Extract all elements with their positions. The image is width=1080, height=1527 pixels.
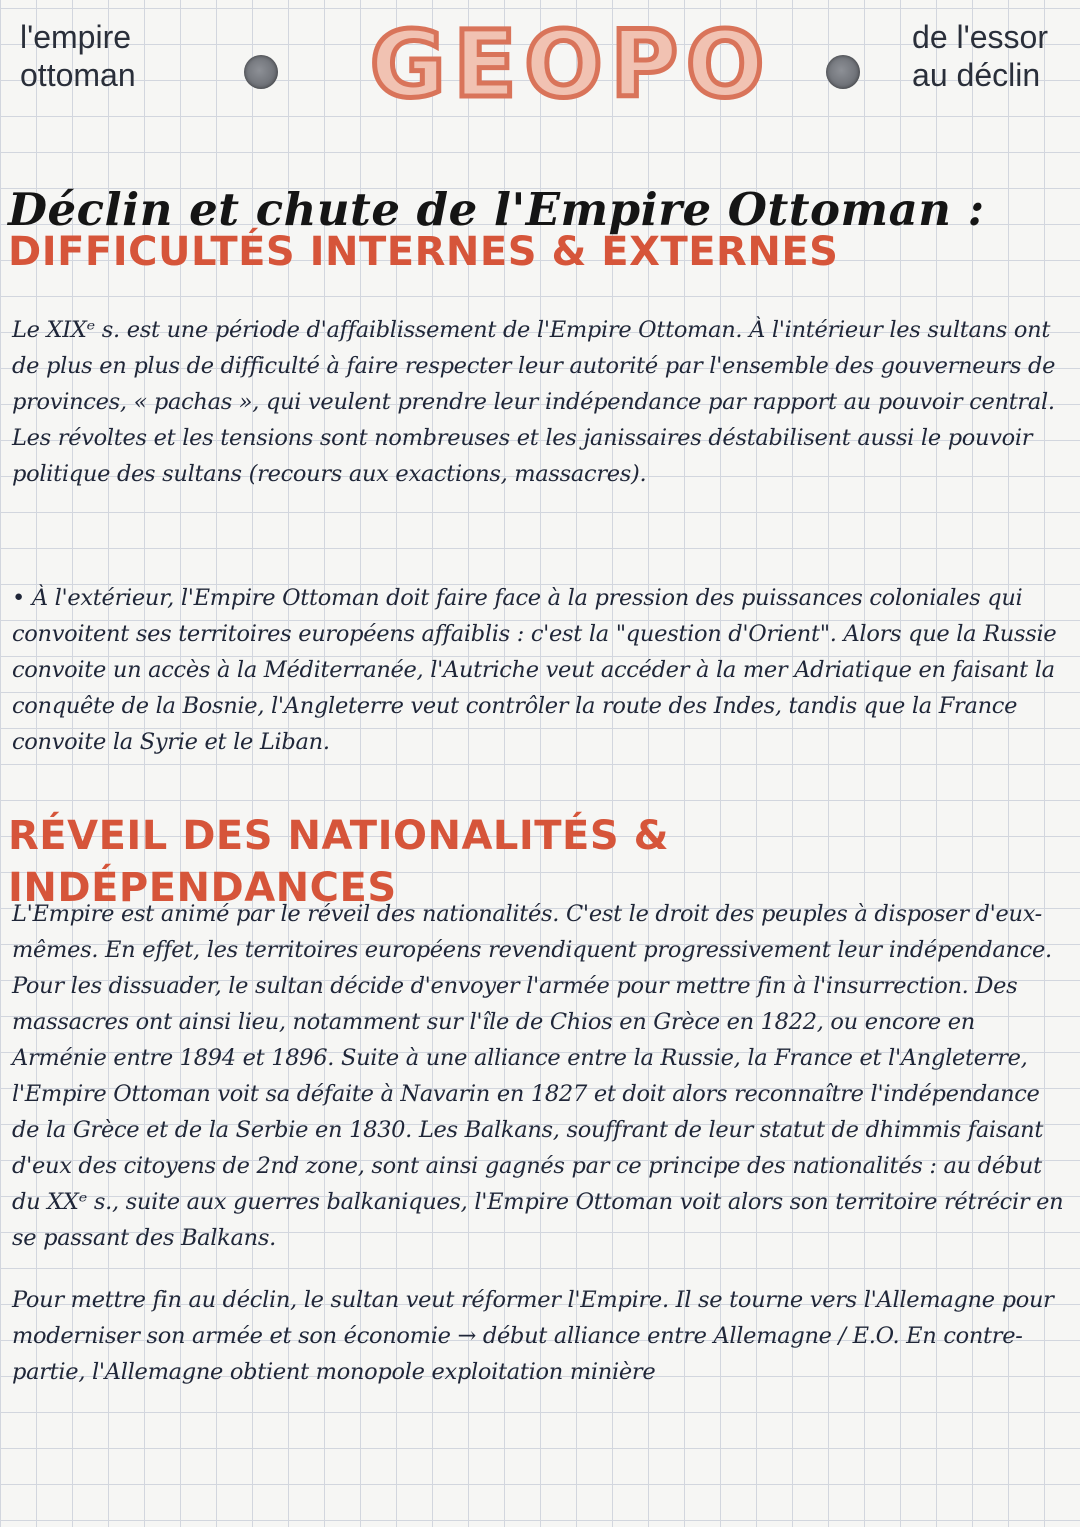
binder-hole-right	[826, 55, 860, 89]
section-heading-difficultes: DIFFICULTÉS INTERNES & EXTERNES	[8, 229, 839, 275]
header-right-line2: au déclin	[912, 57, 1041, 93]
paragraph-exterieur: • À l'extérieur, l'Empire Ottoman doit faire face à la pression des puissances coloniales qui convoitent ses territoires européens affaiblis : c'est la "question d'Orient". Alors que la Russie convoite un accès à la Méditerranée, l'Autriche veut accéder à la mer Adriatique en faisant la conquête de la Bosnie, l'Angleterre veut contrôler la route des Indes, tandis que la France convoite la Syrie et le Liban.	[12, 585, 1057, 755]
page-title: Déclin et chute de l'Empire Ottoman :	[8, 183, 985, 237]
header-left-label	[20, 18, 136, 94]
header-left-line1: l'empire	[20, 19, 132, 55]
binder-hole-left	[244, 55, 278, 89]
paragraph-nationalites: L'Empire est animé par le réveil des nationalités. C'est le droit des peuples à disposer d'eux-mêmes. En effet, les territoires européens revendiquent progressivement leur indépendance. Pour les dissuader, le sultan décide d'envoyer l'armée pour mettre fin à l'insurrection. Des massacres ont ainsi lieu, notamment sur l'île de Chios en Grèce en 1822, ou encore en Arménie entre 1894 et 1896. Suite à une alliance entre la Russie, la France et l'Angleterre, l'Empire Ottoman voit sa défaite à Navarin en 1827 et doit alors reconnaître l'indépendance de la Grèce et de la Serbie en 1830. Les Balkans, souffrant de leur statut de dhimmis faisant d'eux des citoyens de 2nd zone, sont ainsi gagnés par ce principe des nationalités : au début du XXᵉ s., suite aux guerres balkaniques, l'Empire Ottoman voit alors son territoire rétrécir en se passant des Balkans.	[12, 901, 1064, 1251]
header-right-line1: de l'essor	[912, 19, 1048, 55]
section-heading-reveil: RÉVEIL DES NATIONALITÉS & INDÉPENDANCES	[8, 813, 669, 911]
paragraph-reformes: Pour mettre fin au déclin, le sultan veut réformer l'Empire. Il se tourne vers l'Allemagne pour moderniser son armée et son économie → début alliance entre Allemagne / E.O. En contre-partie, l'Allemagne obtient monopole exploitation minière	[12, 1287, 1054, 1385]
header-right-label	[912, 18, 1048, 94]
geopo-logo: GEOPO	[370, 11, 773, 118]
header-left-line2: ottoman	[20, 57, 136, 93]
paragraph-interieur: Le XIXᵉ s. est une période d'affaiblissement de l'Empire Ottoman. À l'intérieur les sultans ont de plus en plus de difficulté à faire respecter leur autorité par l'ensemble des gouverneurs de provinces, « pachas », qui veulent prendre leur indépendance par rapport au pouvoir central. Les révoltes et les tensions sont nombreuses et les janissaires déstabilisent aussi le pouvoir politique des sultans (recours aux exactions, massacres).	[12, 317, 1056, 487]
